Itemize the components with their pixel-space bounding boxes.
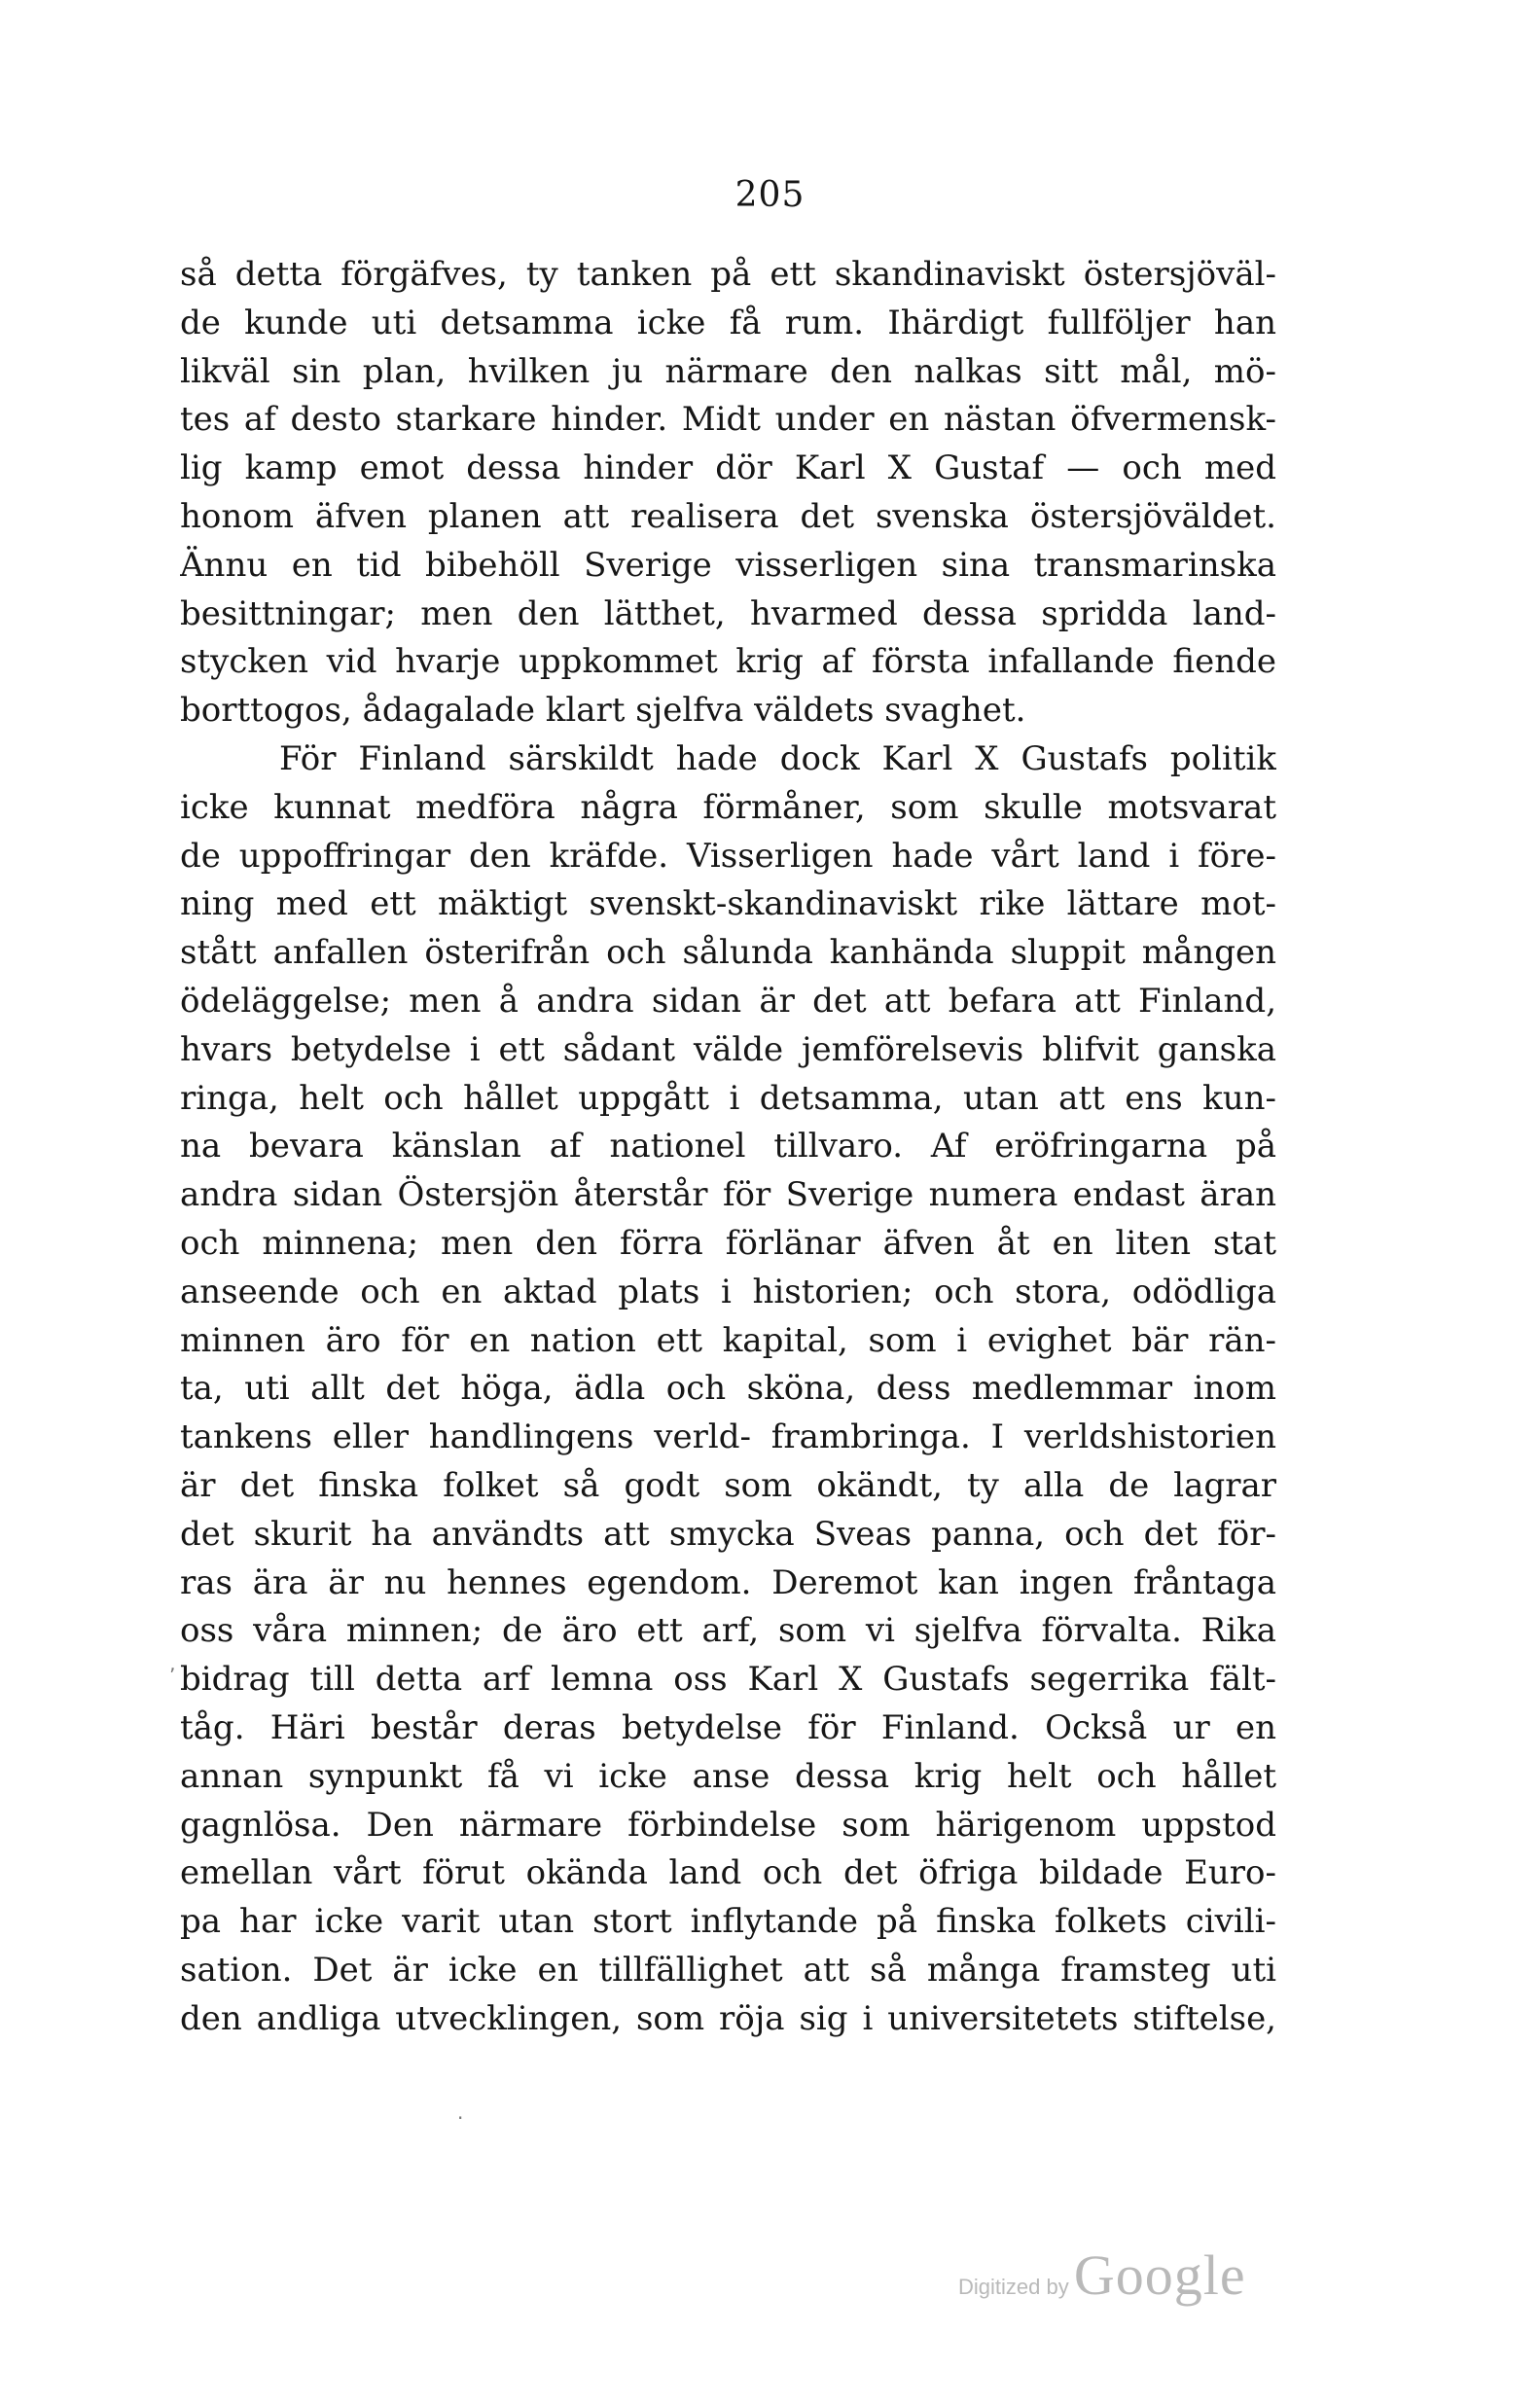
body-text bbox=[180, 251, 1276, 2043]
watermark-prefix: Digitized by bbox=[958, 2275, 1069, 2299]
text-line: ödeläggelse; men å andra sidan är det att befara att Finland, bbox=[180, 981, 1276, 1021]
text-line: tåg. Häri består deras betydelse för Finland. Också ur en bbox=[180, 1707, 1276, 1747]
text-line: likväl sin plan, hvilken ju närmare den nalkas sitt mål, mö- bbox=[180, 351, 1276, 391]
text-line: ta, uti allt det höga, ädla och sköna, dess medlemmar inom bbox=[180, 1369, 1276, 1409]
text-line: besittningar; men den lätthet, hvarmed dessa spridda land- bbox=[180, 593, 1276, 633]
text-line: pa har icke varit utan stort inflytande på finska folkets civili- bbox=[180, 1902, 1276, 1942]
text-line: den andliga utvecklingen, som röja sig i universitetets stiftelse, bbox=[180, 1998, 1276, 2038]
text-line: minnen äro för en nation ett kapital, som i evighet bär rän- bbox=[180, 1320, 1276, 1360]
text-line: de kunde uti detsamma icke få rum. Ihärdigt fullföljer han bbox=[180, 303, 1276, 342]
text-line: gagnlösa. Den närmare förbindelse som härigenom uppstod bbox=[180, 1805, 1276, 1845]
text-line: oss våra minnen; de äro ett arf, som vi sjelfva förvalta. Rika bbox=[180, 1611, 1276, 1651]
text-line: stycken vid hvarje uppkommet krig af första infallande fiende bbox=[180, 642, 1276, 682]
text-line: ras ära är nu hennes egendom. Deremot kan ingen fråntaga bbox=[180, 1562, 1276, 1602]
text-line: honom äfven planen att realisera det svenska östersjöväldet. bbox=[180, 496, 1276, 536]
text-line: tes af desto starkare hinder. Midt under en nästan öfvermensk- bbox=[180, 400, 1276, 440]
text-line: andra sidan Östersjön återstår för Sverige numera endast äran bbox=[180, 1175, 1276, 1215]
text-line: ringa, helt och hållet uppgått i detsamma, utan att ens kun- bbox=[180, 1078, 1276, 1118]
text-line: annan synpunkt få vi icke anse dessa krig helt och hållet bbox=[180, 1756, 1276, 1796]
text-line: bidrag till detta arf lemna oss Karl X Gustafs segerrika fält- bbox=[180, 1660, 1276, 1700]
page-number: 205 bbox=[734, 175, 806, 215]
text-line: stått anfallen österifrån och sålunda kanhända sluppit mången bbox=[180, 933, 1276, 973]
text-line: anseende och en aktad plats i historien; och stora, odödliga bbox=[180, 1272, 1276, 1311]
text-line: emellan vårt förut okända land och det öfriga bildade Euro- bbox=[180, 1853, 1276, 1893]
text-line: na bevara känslan af nationel tillvaro. Af eröfringarna på bbox=[180, 1127, 1276, 1166]
text-line: de uppoffringar den kräfde. Visserligen hade vårt land i före- bbox=[180, 836, 1276, 876]
stray-dot-mark: · bbox=[457, 2106, 464, 2130]
digitized-by-google-watermark bbox=[958, 2243, 1246, 2308]
text-line: och minnena; men den förra förlänar äfven åt en liten stat bbox=[180, 1223, 1276, 1263]
text-line: så detta förgäfves, ty tanken på ett skandinaviskt östersjöväl- bbox=[180, 255, 1276, 294]
text-line: borttogos, ådagalade klart sjelfva väldets svaghet. bbox=[180, 691, 1026, 731]
text-line: hvars betydelse i ett sådant välde jemförelsevis blifvit ganska bbox=[180, 1029, 1276, 1069]
text-line: Ännu en tid bibehöll Sverige visserligen sina transmarinska bbox=[180, 545, 1276, 585]
text-line: lig kamp emot dessa hinder dör Karl X Gustaf — och med bbox=[180, 449, 1276, 488]
text-line: För Finland särskildt hade dock Karl X Gustafs politik bbox=[279, 738, 1276, 778]
text-line: icke kunnat medföra några förmåner, som skulle motsvarat bbox=[180, 787, 1276, 827]
text-line: är det finska folket så godt som okändt, ty alla de lagrar bbox=[180, 1465, 1276, 1505]
text-line: det skurit ha användts att smycka Sveas panna, och det för- bbox=[180, 1514, 1276, 1554]
text-line: ning med ett mäktigt svenskt-skandinaviskt rike lättare mot- bbox=[180, 884, 1276, 924]
stray-tick-mark: ʼ bbox=[169, 1664, 176, 1687]
text-line: sation. Det är icke en tillfällighet att så många framsteg uti bbox=[180, 1950, 1276, 1990]
text-line: tankens eller handlingens verld- frambringa. I verldshistorien bbox=[180, 1417, 1276, 1457]
google-logo: Google bbox=[1073, 2243, 1246, 2307]
